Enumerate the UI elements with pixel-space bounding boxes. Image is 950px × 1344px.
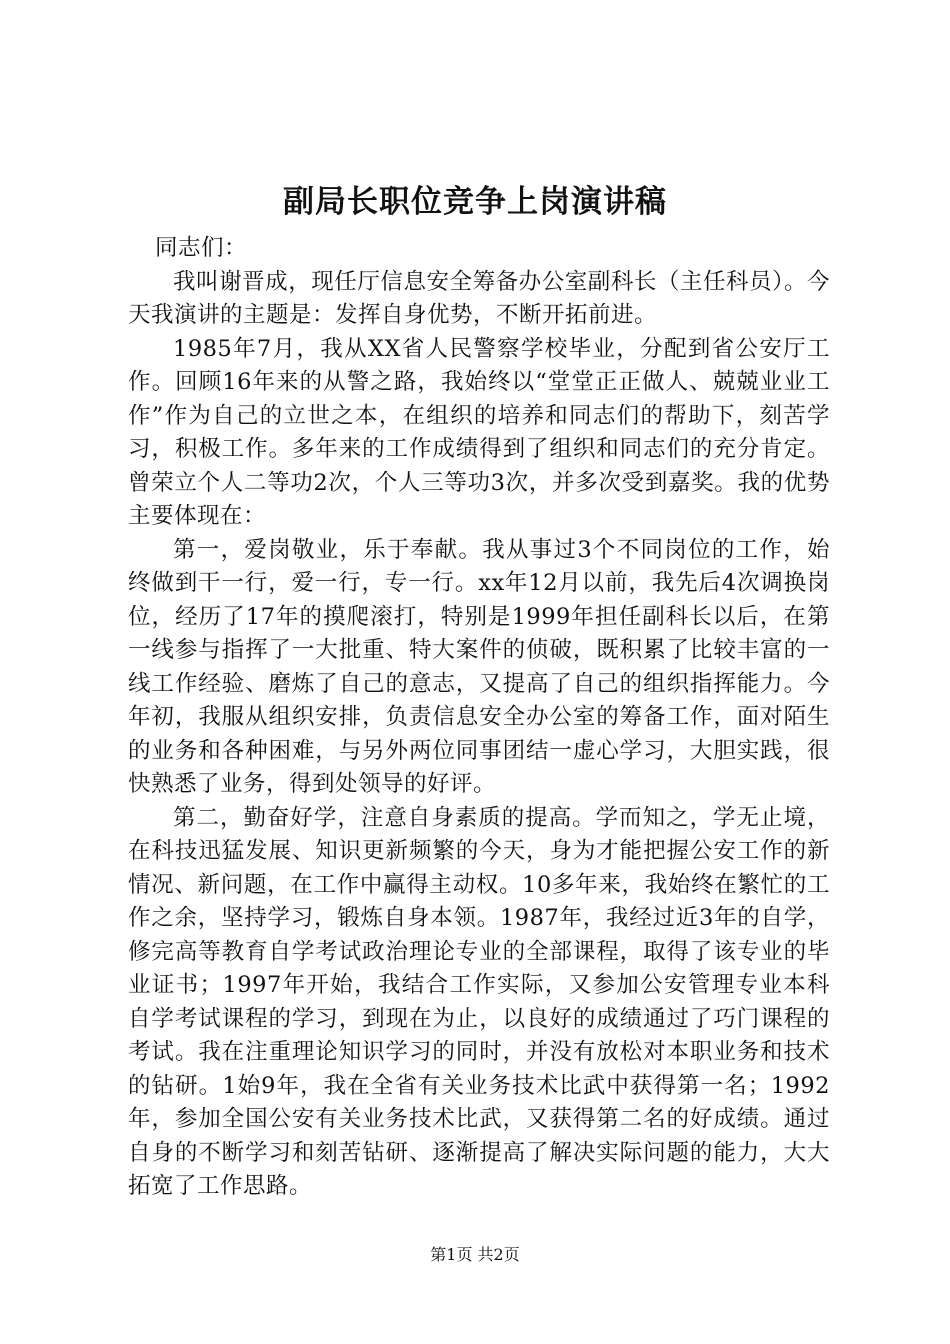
document-body [128, 232, 830, 1204]
career-paragraph: 1985年7月，我从XX省人民警察学校毕业，分配到省公安厅工作。回顾16年来的从警之路，我始终以“堂堂正正做人、兢兢业业工作”作为自己的立世之本，在组织的培养和同志们的帮助下，刻苦学习，积极工作。多年来的工作成绩得到了组织和同志们的充分肯定。曾荣立个人二等功2次，个人三等功3次，并多次受到嘉奖。我的优势主要体现在： [128, 335, 830, 529]
strength-one-paragraph: 第一，爱岗敬业，乐于奉献。我从事过3个不同岗位的工作，始终做到干一行，爱一行，专一行。xx年12月以前，我先后4次调换岗位，经历了17年的摸爬滚打，特别是1999年担任副科长以后，在第一线参与指挥了一大批重、特大案件的侦破，既积累了比较丰富的一线工作经验、磨炼了自己的意志，又提高了自己的组织指挥能力。今年初，我服从组织安排，负责信息安全办公室的筹备工作，面对陌生的业务和各种困难，与另外两位同事团结一虚心学习，大胆实践，很快熟悉了业务，得到处领导的好评。 [128, 536, 830, 797]
strength-two-paragraph: 第二，勤奋好学，注意自身素质的提高。学而知之，学无止境，在科技迅猛发展、知识更新频繁的今天，身为才能把握公安工作的新情况、新问题，在工作中赢得主动权。10多年来，我始终在繁忙的工作之余，坚持学习，锻炼自身本领。1987年，我经过近3年的自学，修完高等教育自学考试政治理论专业的全部课程，取得了该专业的毕业证书；1997年开始，我结合工作实际，又参加公安管理专业本科自学考试课程的学习，到现在为止，以良好的成绩通过了巧门课程的考试。我在注重理论知识学习的同时，并没有放松对本职业务和技术的钻研。1始9年，我在全省有关业务技术比武中获得第一名；1992年，参加全国公安有关业务技术比武，又获得第二名的好成绩。通过自身的不断学习和刻苦钻研、逐渐提高了解决实际问题的能力，大大拓宽了工作思路。 [128, 804, 830, 1199]
document-title: 副局长职位竞争上岗演讲稿 [283, 184, 667, 220]
salutation-paragraph: 同志们： [155, 235, 248, 261]
page-number-footer: 第1页 共2页 [430, 1245, 520, 1264]
intro-paragraph: 我叫谢晋成，现任厅信息安全筹备办公室副科长（主任科员）。今天我演讲的主题是：发挥自身优势，不断开拓前进。 [128, 268, 830, 328]
